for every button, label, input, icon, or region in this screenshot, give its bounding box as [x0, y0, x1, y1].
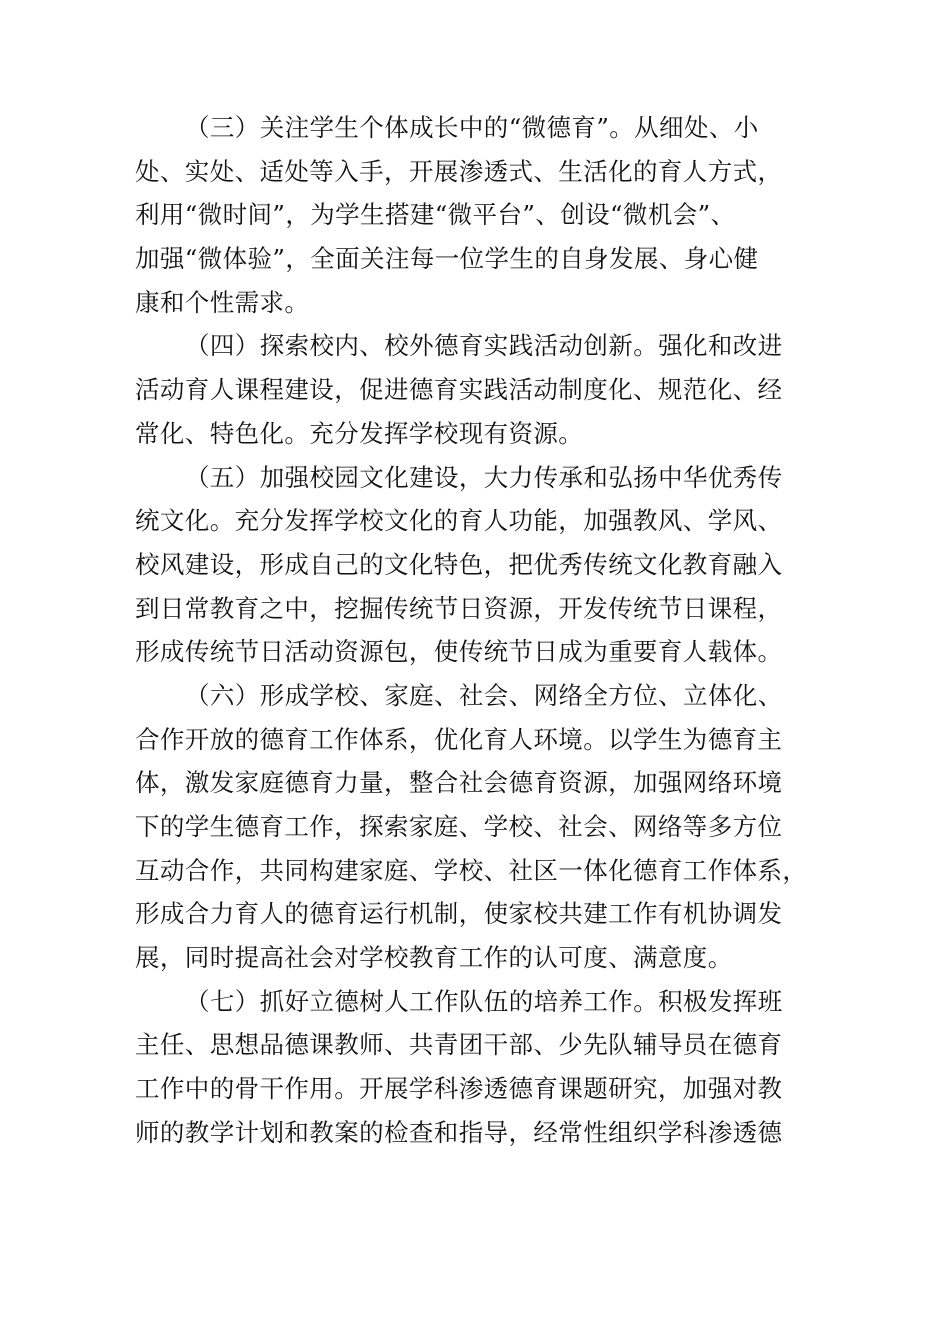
text-line: （七）抓好立德树人工作队伍的培养工作。积极发挥班: [185, 986, 783, 1016]
text-line: 师的教学计划和教案的检查和指导，经常性组织学科渗透德: [135, 1117, 783, 1147]
text-line: 工作中的骨干作用。开展学科渗透德育课题研究，加强对教: [135, 1074, 783, 1104]
paragraph-5: [135, 456, 825, 674]
text-line: 加强“微体验”，全面关注每一位学生的自身发展、身心健: [135, 244, 759, 274]
text-line: 展，同时提高社会对学校教育工作的认可度、满意度。: [135, 943, 733, 973]
text-line: 常化、特色化。充分发挥学校现有资源。: [135, 418, 584, 448]
text-line: 到日常教育之中，挖掘传统节日资源，开发传统节日课程，: [135, 593, 783, 623]
text-line: 利用“微时间”，为学生搭建“微平台”、创设“微机会”、: [135, 200, 736, 230]
text-line: （四）探索校内、校外德育实践活动创新。强化和改进: [185, 331, 783, 361]
text-line: 互动合作，共同构建家庭、学校、社区一体化德育工作体系，: [135, 855, 808, 885]
text-line: 校风建设，形成自己的文化特色，把优秀传统文化教育融入: [135, 549, 783, 579]
text-line: （三）关注学生个体成长中的“微德育”。从细处、小: [185, 113, 759, 142]
text-line: （六）形成学校、家庭、社会、网络全方位、立体化、: [185, 680, 783, 710]
text-line: 统文化。充分发挥学校文化的育人功能，加强教风、学风、: [135, 506, 783, 536]
text-line: 体，激发家庭德育力量，整合社会德育资源，加强网络环境: [135, 768, 783, 798]
paragraph-3: [135, 106, 825, 324]
text-line: 下的学生德育工作，探索家庭、学校、社会、网络等多方位: [135, 812, 783, 841]
paragraph-7: [135, 980, 825, 1155]
text-line: 活动育人课程建设，促进德育实践活动制度化、规范化、经: [135, 375, 783, 405]
text-line: 合作开放的德育工作体系，优化育人环境。以学生为德育主: [135, 724, 783, 754]
text-line: 形成合力育人的德育运行机制，使家校共建工作有机协调发: [135, 899, 783, 929]
text-line: 形成传统节日活动资源包，使传统节日成为重要育人载体。: [135, 637, 783, 667]
text-line: 康和个性需求。: [135, 287, 310, 317]
text-line: （五）加强校园文化建设，大力传承和弘扬中华优秀传: [185, 462, 783, 492]
paragraph-6: [135, 674, 825, 980]
text-line: 处、实处、适处等入手，开展渗透式、生活化的育人方式，: [135, 156, 783, 186]
paragraph-4: [135, 324, 825, 455]
body-text: [135, 106, 825, 1155]
text-line: 主任、思想品德课教师、共青团干部、少先队辅导员在德育: [135, 1030, 783, 1060]
